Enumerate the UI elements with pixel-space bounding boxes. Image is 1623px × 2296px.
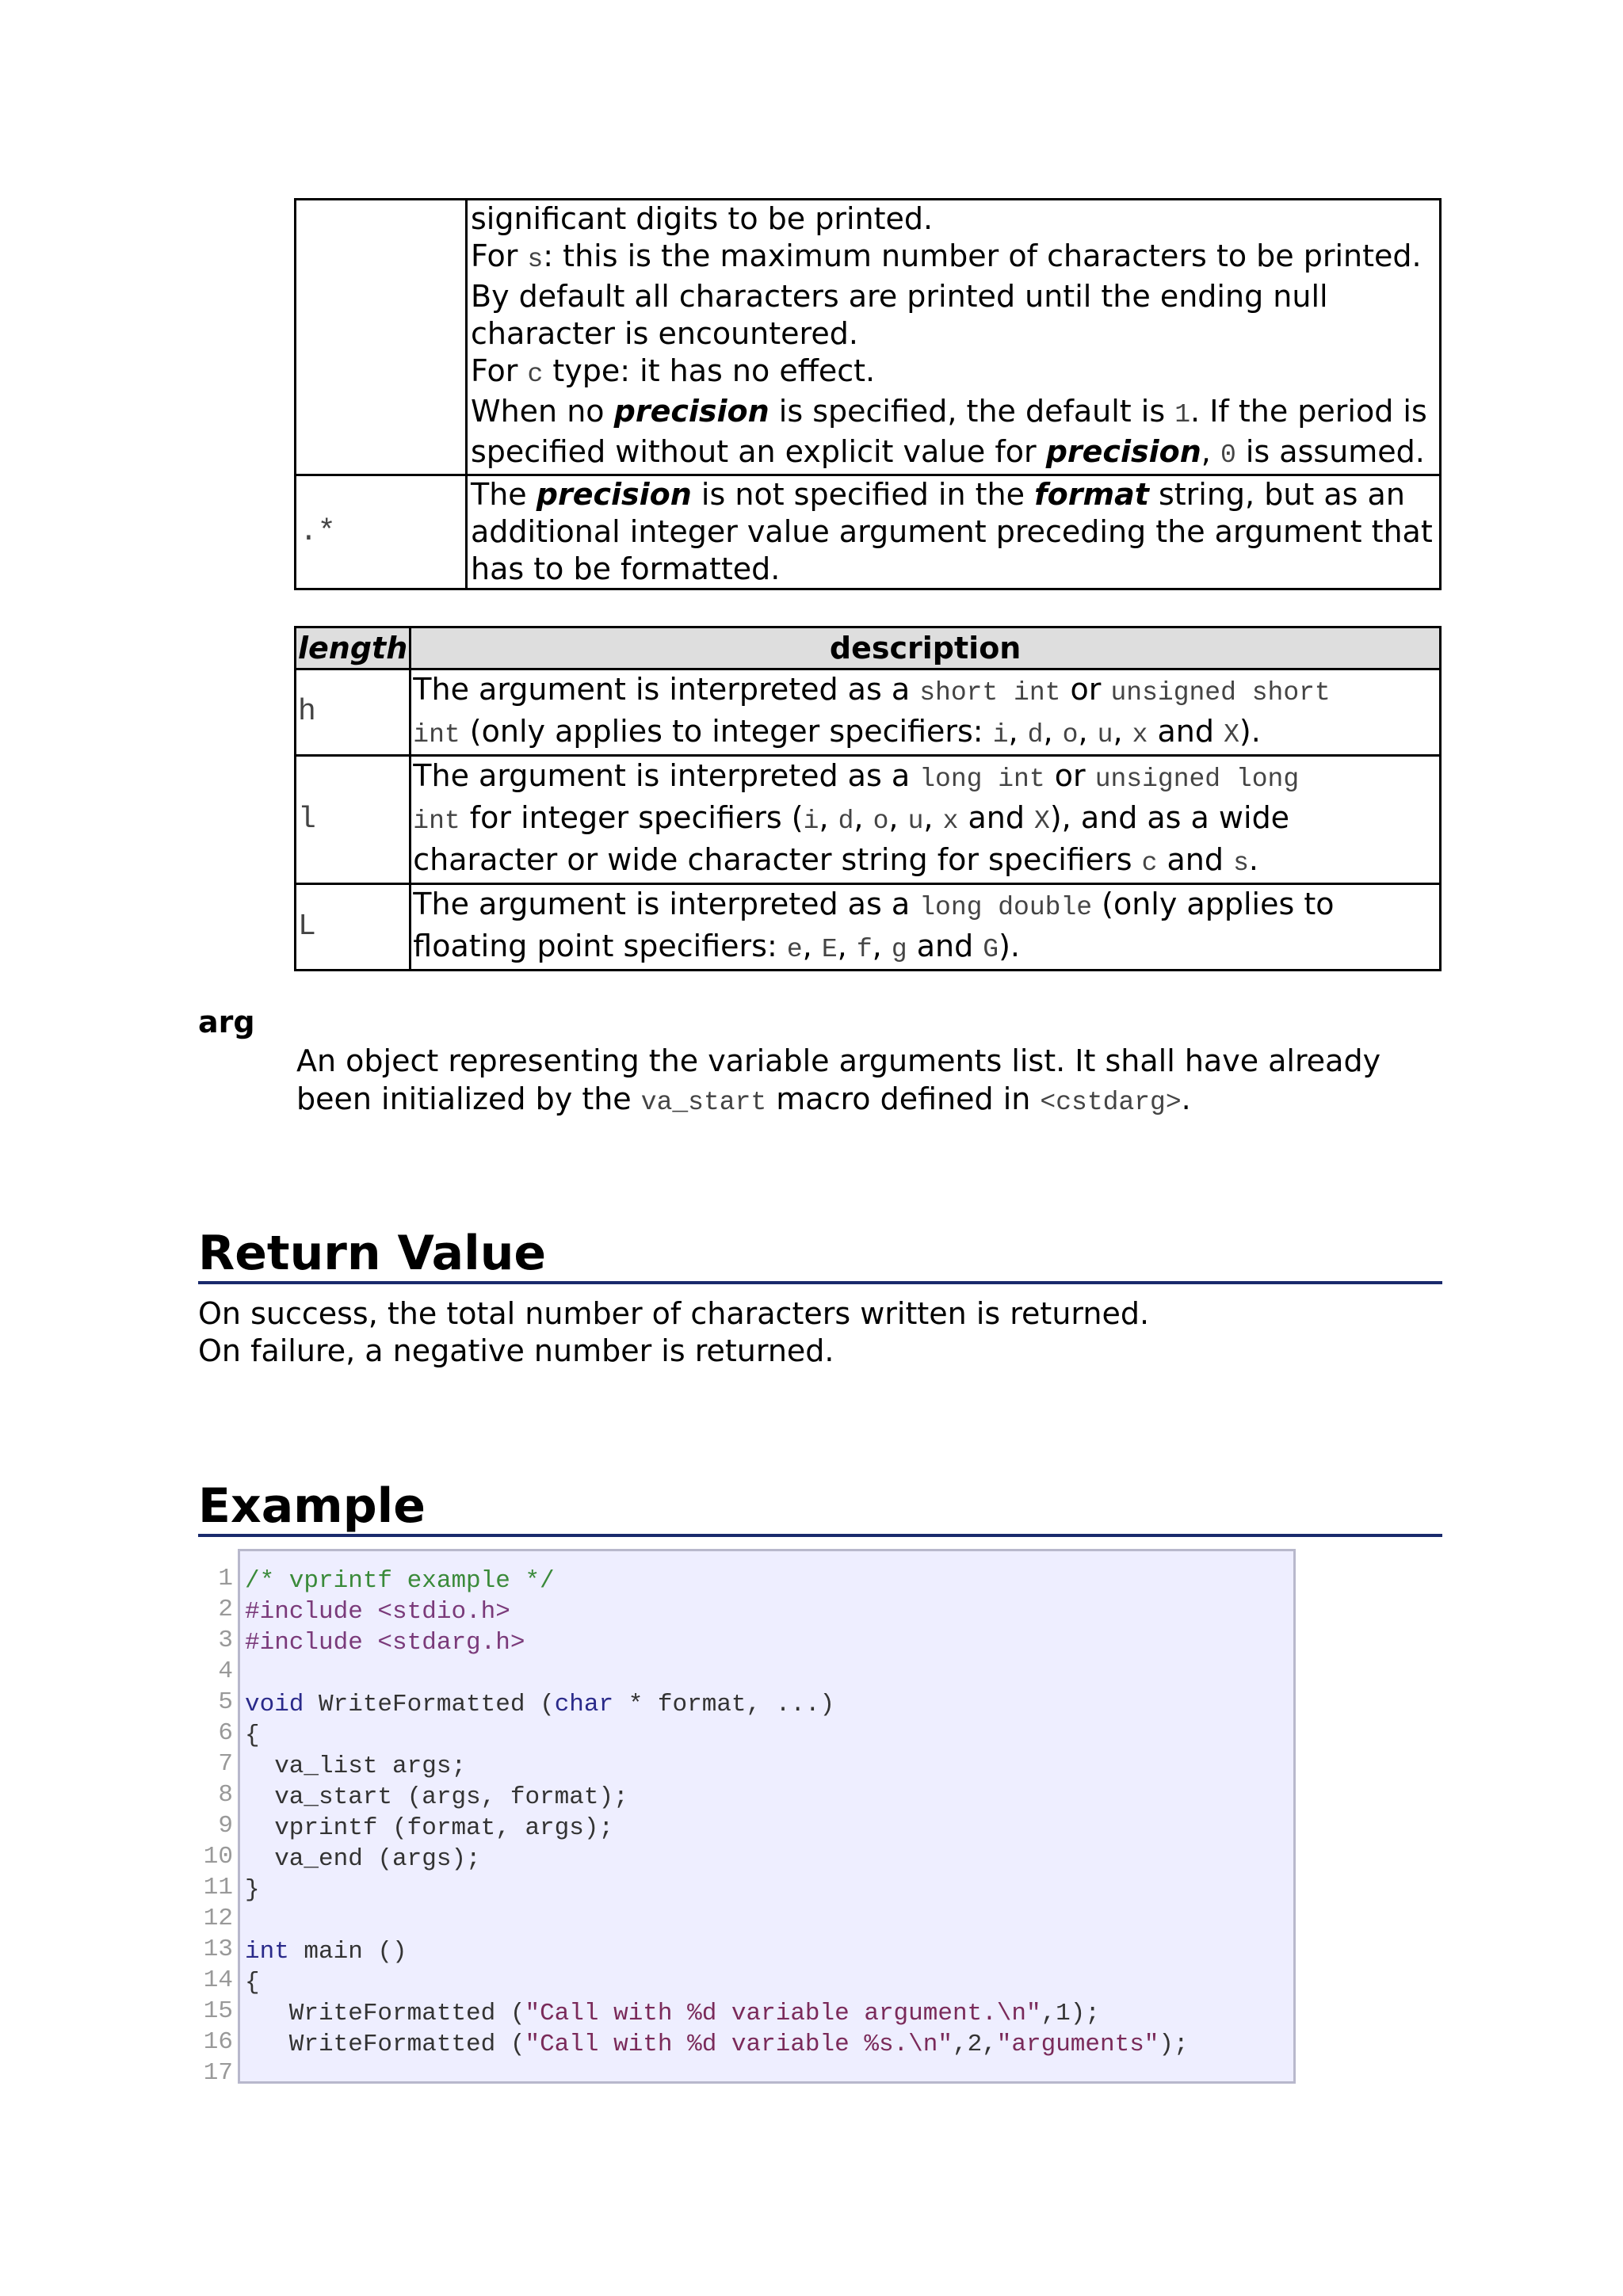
line-number: 5: [218, 1688, 233, 1716]
code-token-kw: int: [245, 1938, 289, 1966]
code-line: [245, 1844, 1189, 1875]
text-line: floating point specifiers: e, E, f, g and G).: [413, 929, 1020, 964]
line-number: 11: [203, 1874, 233, 1901]
emphasis: precision: [536, 477, 692, 512]
inline-code: G: [983, 935, 999, 964]
text-line: int (only applies to integer specifiers: i, d, o, u, x and X).: [413, 714, 1261, 749]
code-token-pp: #include <stdio.h>: [245, 1598, 510, 1626]
length-table-header: [296, 627, 1441, 669]
code-line: [245, 1936, 1189, 1967]
code-line: [245, 1813, 1189, 1844]
inline-code: unsigned short: [1110, 678, 1331, 707]
code-token-kw: void: [245, 1691, 304, 1718]
description-cell: [411, 669, 1441, 756]
code-token: );: [1159, 2031, 1189, 2058]
line-number: 8: [218, 1781, 233, 1809]
text-line: been initialized by the va_start macro defined in <cstdarg>.: [296, 1081, 1191, 1117]
inline-code: int: [413, 720, 460, 749]
inline-code: u: [907, 807, 924, 836]
line-number: 15: [203, 1997, 233, 2025]
code-token-str: "arguments": [996, 2031, 1159, 2058]
precision-table: [294, 198, 1442, 590]
precision-table-body: [296, 200, 1441, 589]
inline-code: <cstdarg>: [1040, 1088, 1182, 1117]
code-listing[interactable]: [245, 1566, 1189, 2091]
code-line: [245, 1720, 1189, 1751]
length-row: [296, 884, 1441, 971]
text-line: When no precision is specified, the default is 1. If the period is: [471, 394, 1427, 429]
text-line: character or wide character string for specifiers c and s.: [413, 842, 1258, 878]
code-line: [245, 1967, 1189, 1998]
code-line: [245, 1596, 1189, 1627]
precision-row: [296, 475, 1441, 589]
text-line: By default all characters are printed until the ending null: [471, 279, 1328, 314]
inline-code: long int: [919, 765, 1045, 794]
example-heading: Example: [198, 1478, 1442, 1537]
code-token: WriteFormatted (: [304, 1691, 555, 1718]
inline-code: d: [838, 807, 854, 836]
code-line: [245, 1689, 1189, 1720]
code-token-str: "Call with %d variable argument.\n": [525, 2000, 1041, 2027]
line-number: 2: [218, 1596, 233, 1623]
inline-code: x: [942, 807, 959, 836]
text-line: The precision is not specified in the format string, but as an: [471, 477, 1405, 512]
line-number: 7: [218, 1750, 233, 1778]
line-number: 1: [218, 1565, 233, 1592]
code-token-pp: #include <stdarg.h>: [245, 1629, 525, 1657]
inline-code: X: [1224, 720, 1239, 749]
specifier-cell: h: [296, 669, 411, 756]
text-line: The argument is interpreted as a long int or unsigned long: [413, 758, 1300, 794]
code-box[interactable]: [238, 1549, 1296, 2084]
line-number: 6: [218, 1719, 233, 1747]
precision-row: [296, 200, 1441, 475]
length-row: [296, 756, 1441, 884]
code-token: main (): [288, 1938, 407, 1966]
length-row: [296, 669, 1441, 756]
param-description-arg: [296, 1042, 1438, 1122]
code-token-cmt: /* vprintf example */: [245, 1567, 555, 1595]
inline-code: 1: [1174, 400, 1191, 429]
text-line: additional integer value argument preceding the argument that: [471, 514, 1433, 549]
inline-code: s: [1233, 849, 1249, 878]
inline-code: va_start: [640, 1088, 767, 1117]
code-token: * format, ...): [613, 1691, 835, 1718]
line-number: 17: [203, 2059, 233, 2087]
description-cell: [467, 475, 1441, 589]
line-number: 3: [218, 1627, 233, 1654]
length-table-body: [296, 669, 1441, 971]
inline-code: e: [786, 935, 803, 964]
inline-code: c: [527, 360, 544, 389]
return-failure-line: On failure, a negative number is returned.: [198, 1333, 834, 1368]
inline-code: u: [1097, 720, 1113, 749]
line-number: 16: [203, 2028, 233, 2056]
emphasis: precision: [613, 394, 769, 429]
text-line: significant digits to be printed.: [471, 201, 934, 236]
code-token: ,2,: [952, 2031, 997, 2058]
description-cell: [467, 200, 1441, 475]
length-column-header: length: [296, 627, 411, 669]
text-line: An object representing the variable arguments list. It shall have already: [296, 1043, 1381, 1078]
inline-code: o: [1062, 720, 1079, 749]
code-token: WriteFormatted (: [245, 2000, 525, 2027]
specifier-cell: L: [296, 884, 411, 971]
inline-code: i: [992, 720, 1009, 749]
inline-code: d: [1027, 720, 1044, 749]
code-line: [245, 1905, 1189, 1936]
description-column-header: description: [411, 627, 1441, 669]
emphasis: precision: [1045, 434, 1201, 469]
code-line: [245, 1782, 1189, 1813]
text-line: specified without an explicit value for precision, 0 is assumed.: [471, 434, 1425, 470]
inline-code: long double: [919, 893, 1093, 922]
text-line: For s: this is the maximum number of characters to be printed.: [471, 238, 1422, 274]
code-token: va_list args;: [245, 1753, 467, 1780]
line-number: 13: [203, 1936, 233, 1963]
text-line: For c type: it has no effect.: [471, 353, 876, 389]
inline-code: f: [856, 935, 873, 964]
description-cell: [411, 756, 1441, 884]
inline-code: E: [821, 935, 838, 964]
code-token-kw: char: [554, 1691, 614, 1718]
text-line: The argument is interpreted as a long double (only applies to: [413, 887, 1335, 922]
description-cell: [411, 884, 1441, 971]
inline-code: X: [1034, 807, 1050, 836]
code-line: [245, 1627, 1189, 1658]
specifier-cell: [296, 200, 467, 475]
emphasis: format: [1034, 477, 1149, 512]
code-line: [245, 2060, 1189, 2091]
inline-code: s: [527, 245, 544, 274]
code-line: [245, 1875, 1189, 1905]
line-numbers: [198, 1563, 233, 2088]
text-line: int for integer specifiers (i, d, o, u, x and X), and as a wide: [413, 800, 1290, 836]
line-number: 9: [218, 1812, 233, 1840]
length-table: [294, 626, 1442, 971]
text-line: has to be formatted.: [471, 551, 781, 586]
code-token: va_start (args, format);: [245, 1783, 628, 1811]
code-line: [245, 1566, 1189, 1596]
return-value-heading: Return Value: [198, 1226, 1442, 1284]
code-line: [245, 2029, 1189, 2060]
param-name-arg: arg: [198, 1005, 255, 1039]
inline-code: o: [873, 807, 889, 836]
inline-code: i: [803, 807, 819, 836]
inline-code: x: [1132, 720, 1148, 749]
code-token: WriteFormatted (: [245, 2031, 525, 2058]
code-token-str: "Call with %d variable %s.\n": [525, 2031, 953, 2058]
inline-code: c: [1141, 849, 1158, 878]
code-token: vprintf (format, args);: [245, 1814, 614, 1842]
inline-code: unsigned long: [1094, 765, 1300, 794]
code-line: [245, 1751, 1189, 1782]
inline-code: short int: [919, 678, 1061, 707]
code-token: va_end (args);: [245, 1845, 481, 1873]
line-number: 14: [203, 1966, 233, 1994]
specifier-cell: .*: [296, 475, 467, 589]
code-line: [245, 1998, 1189, 2029]
text-line: The argument is interpreted as a short int or unsigned short: [413, 672, 1331, 707]
line-number: 10: [203, 1843, 233, 1871]
line-number: 4: [218, 1657, 233, 1685]
code-token: {: [245, 1969, 260, 1997]
line-number: 12: [203, 1905, 233, 1932]
code-line: [245, 1658, 1189, 1689]
inline-code: g: [891, 935, 907, 964]
code-token: ,1);: [1041, 2000, 1100, 2027]
inline-code: int: [413, 807, 460, 836]
inline-code: 0: [1220, 441, 1236, 470]
return-success-line: On success, the total number of characters written is returned.: [198, 1296, 1150, 1331]
return-value-text: [198, 1295, 1434, 1370]
code-token: }: [245, 1876, 260, 1904]
specifier-cell: l: [296, 756, 411, 884]
code-token: {: [245, 1722, 260, 1749]
text-line: character is encountered.: [471, 316, 858, 351]
